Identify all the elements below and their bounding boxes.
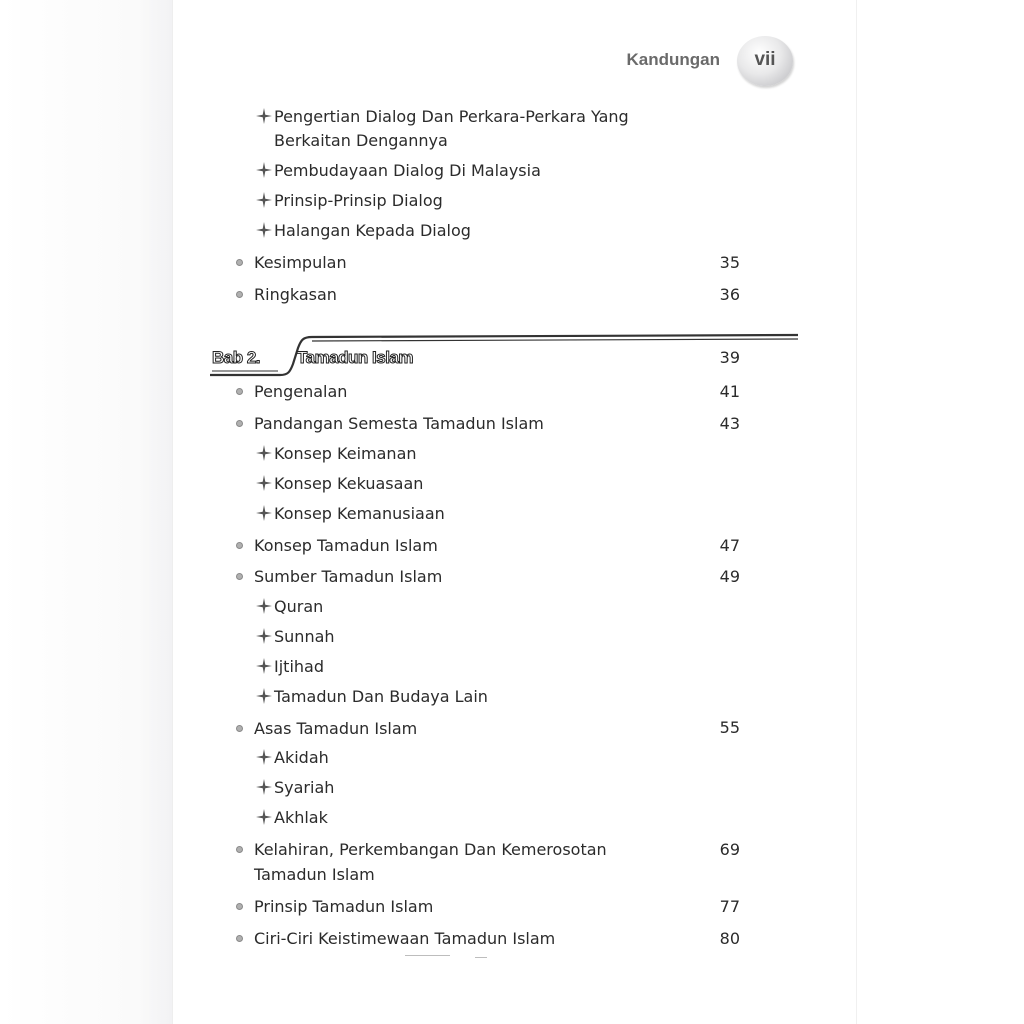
dot-bullet-icon: [236, 291, 243, 298]
toc-item-label[interactable]: Asas Tamadun Islam: [254, 719, 418, 738]
star-bullet-icon: [256, 809, 272, 825]
scan-artifact: [475, 957, 487, 958]
page-edge-right: [856, 0, 857, 1024]
dot-bullet-icon: [236, 420, 243, 427]
chapter-title[interactable]: Tamadun Islam: [297, 348, 413, 367]
dot-bullet-icon: [236, 725, 243, 732]
star-bullet-icon: [256, 505, 272, 521]
toc-item-label[interactable]: Konsep Tamadun Islam: [254, 536, 438, 555]
toc-item-page: 55: [719, 718, 740, 737]
toc-item-label[interactable]: Ringkasan: [254, 285, 337, 304]
dot-bullet-icon: [236, 935, 243, 942]
toc-subitem[interactable]: Halangan Kepada Dialog: [274, 221, 471, 240]
toc-item-label[interactable]: Pengenalan: [254, 382, 348, 401]
toc-item-page: 36: [719, 285, 740, 304]
dot-bullet-icon: [236, 388, 243, 395]
toc-item-label[interactable]: Kesimpulan: [254, 253, 347, 272]
star-bullet-icon: [256, 445, 272, 461]
toc-item-page: 43: [719, 414, 740, 433]
toc-item-label[interactable]: Pandangan Semesta Tamadun Islam: [254, 414, 544, 433]
toc-item-page: 49: [719, 567, 740, 586]
star-bullet-icon: [256, 162, 272, 178]
star-bullet-icon: [256, 598, 272, 614]
dot-bullet-icon: [236, 573, 243, 580]
toc-subitem[interactable]: Pengertian Dialog Dan Perkara-Perkara Yang: [274, 107, 629, 126]
star-bullet-icon: [256, 192, 272, 208]
star-bullet-icon: [256, 749, 272, 765]
toc-item-label[interactable]: Sumber Tamadun Islam: [254, 567, 443, 586]
toc-subitem[interactable]: Konsep Kemanusiaan: [274, 504, 445, 523]
dot-bullet-icon: [236, 259, 243, 266]
toc-item-page: 80: [719, 929, 740, 948]
dot-bullet-icon: [236, 846, 243, 853]
toc-subitem[interactable]: Sunnah: [274, 627, 335, 646]
star-bullet-icon: [256, 658, 272, 674]
toc-item-label[interactable]: Ciri-Ciri Keistimewaan Tamadun Islam: [254, 929, 556, 948]
toc-item-page: 35: [719, 253, 740, 272]
toc-subitem[interactable]: Tamadun Dan Budaya Lain: [274, 687, 488, 706]
toc-item-page: 77: [719, 897, 740, 916]
chapter-page: 39: [719, 348, 740, 367]
toc-subitem[interactable]: Konsep Keimanan: [274, 444, 417, 463]
dot-bullet-icon: [236, 542, 243, 549]
toc-item-page: 47: [719, 536, 740, 555]
star-bullet-icon: [256, 475, 272, 491]
toc-subitem[interactable]: Syariah: [274, 778, 335, 797]
star-bullet-icon: [256, 222, 272, 238]
toc-subitem[interactable]: Prinsip-Prinsip Dialog: [274, 191, 443, 210]
chapter-number: Bab 2.: [212, 348, 261, 367]
toc-subitem[interactable]: Pembudayaan Dialog Di Malaysia: [274, 161, 541, 180]
toc-subitem[interactable]: Konsep Kekuasaan: [274, 474, 424, 493]
toc-subitem[interactable]: Akhlak: [274, 808, 328, 827]
star-bullet-icon: [256, 108, 272, 124]
scan-artifact: [405, 955, 450, 956]
toc-item-page: 41: [719, 382, 740, 401]
toc-subitem-continuation[interactable]: Berkaitan Dengannya: [274, 131, 448, 150]
page-number: vii: [754, 49, 776, 70]
page-gutter: [0, 0, 172, 1024]
toc-item-page: 69: [719, 840, 740, 859]
running-header-title: Kandungan: [626, 50, 720, 69]
star-bullet-icon: [256, 779, 272, 795]
toc-item-label-continuation[interactable]: Tamadun Islam: [254, 865, 375, 884]
page-number-badge: [737, 36, 793, 86]
toc-subitem[interactable]: Ijtihad: [274, 657, 324, 676]
page-edge-left: [172, 0, 173, 1024]
toc-subitem[interactable]: Quran: [274, 597, 324, 616]
star-bullet-icon: [256, 628, 272, 644]
toc-item-label[interactable]: Kelahiran, Perkembangan Dan Kemerosotan: [254, 840, 607, 859]
dot-bullet-icon: [236, 903, 243, 910]
toc-subitem[interactable]: Akidah: [274, 748, 329, 767]
toc-item-label[interactable]: Prinsip Tamadun Islam: [254, 897, 434, 916]
star-bullet-icon: [256, 688, 272, 704]
